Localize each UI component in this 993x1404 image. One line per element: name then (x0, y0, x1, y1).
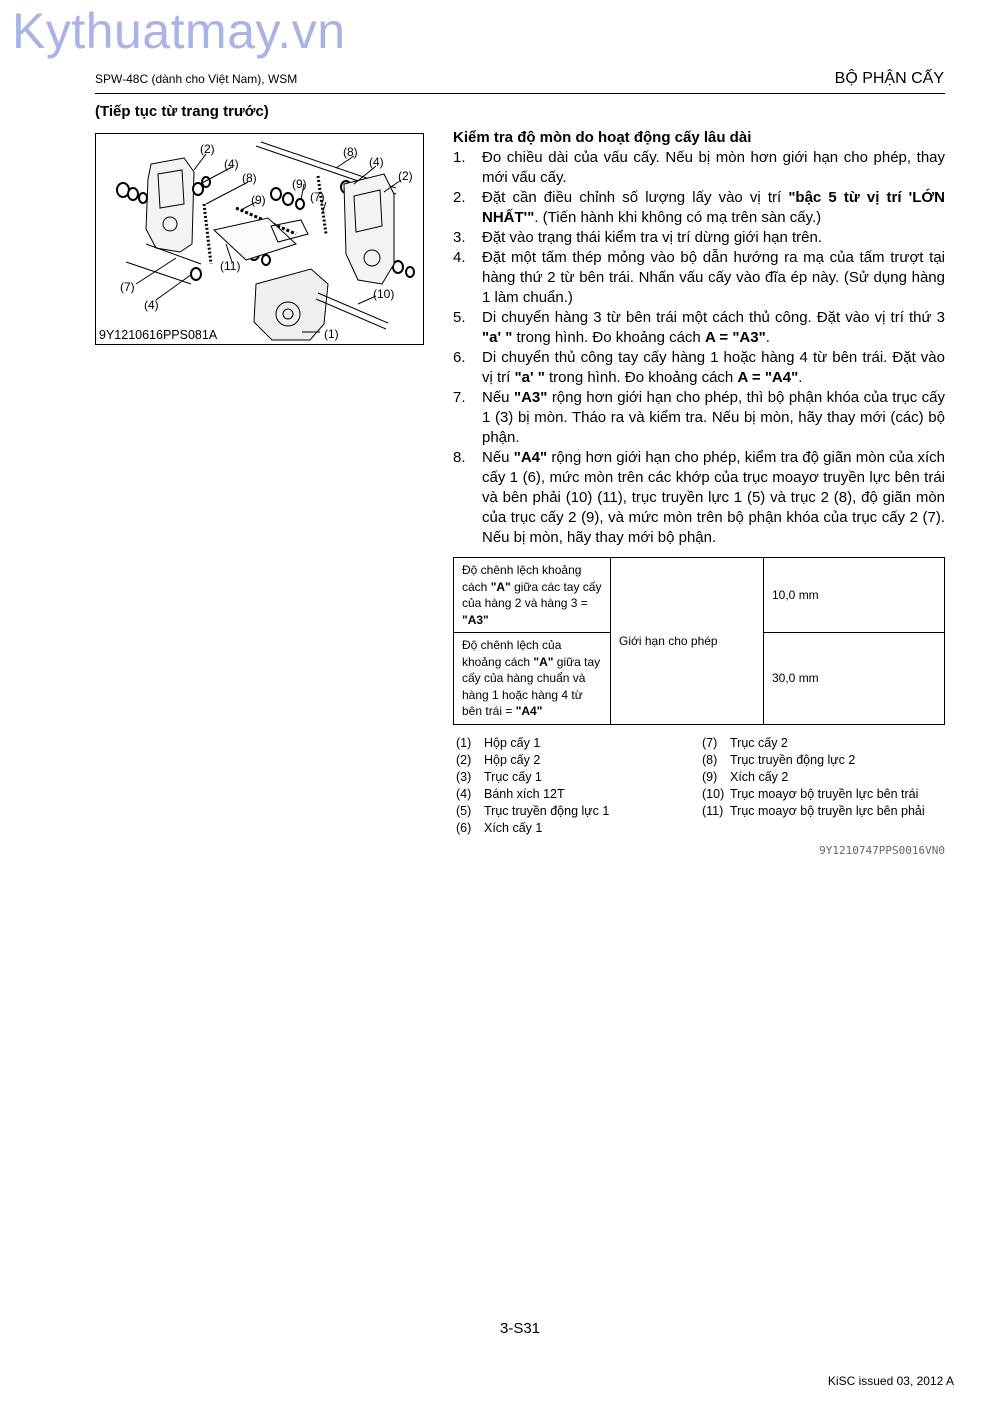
callout-7-right: (7) (310, 190, 325, 204)
callout-9-right: (9) (292, 177, 307, 191)
callout-2-right: (2) (398, 169, 413, 183)
step-number: 3. (453, 229, 466, 246)
legend-key: (11) (702, 803, 724, 818)
legend-value: Trục cấy 2 (730, 735, 788, 750)
legend-value: Hộp cấy 1 (484, 735, 541, 750)
step-text: Di chuyển thủ công tay cấy hàng 1 hoặc hàng 4 từ bên trái. Đặt vào vị trí "a' " trong hình. Đo khoảng cách A = "A4". (482, 349, 945, 386)
step-item (453, 448, 945, 548)
header-manual-title: SPW-48C (dành cho Việt Nam), WSM (95, 72, 298, 86)
legend-item (699, 786, 945, 803)
legend-column-left (453, 735, 699, 837)
legend-item (699, 803, 945, 820)
step-number: 6. (453, 349, 466, 366)
document-code: 9Y1210747PPS0016VN0 (819, 843, 945, 857)
legend-key: (7) (702, 735, 718, 750)
callout-7-left: (7) (120, 280, 135, 294)
steps-list (453, 148, 945, 548)
page-number: 3-S31 (499, 1320, 541, 1337)
legend-key: (4) (456, 786, 472, 801)
legend-column-right (699, 735, 945, 837)
legend-item (699, 735, 945, 752)
header-divider (95, 93, 945, 94)
step-item (453, 148, 945, 188)
legend-key: (5) (456, 803, 472, 818)
legend-key: (3) (456, 769, 472, 784)
callout-4-right: (4) (369, 155, 384, 169)
step-number: 1. (453, 149, 466, 166)
legend-item (699, 769, 945, 786)
legend-item (453, 752, 699, 769)
callout-1: (1) (324, 327, 339, 341)
callout-4-bottom: (4) (144, 298, 159, 312)
step-text: Đặt một tấm thép mỏng vào bộ dẫn hướng ra mạ của tấm trượt tại hàng thứ 2 từ bên trái. Nhấn vấu cấy vào đĩa ép này. (Sử dụng hàng 1 làm chuẩn.) (482, 249, 945, 306)
legend-value: Trục cấy 1 (484, 769, 542, 784)
spec-row2-label: Độ chênh lệch của khoảng cách "A" giữa tay cấy của hàng chuẩn và hàng 1 hoặc hàng 4 từ bên trái = "A4" (454, 633, 611, 725)
legend-key: (8) (702, 752, 718, 767)
step-text: Đo chiều dài của vấu cấy. Nếu bị mòn hơn giới hạn cho phép, thay mới vấu cấy. (482, 149, 945, 186)
step-number: 4. (453, 249, 466, 266)
step-number: 2. (453, 189, 466, 206)
step-text: Đặt cần điều chỉnh số lượng lấy vào vị trí "bậc 5 từ vị trí 'LỚN NHẤT'". (Tiến hành khi không có mạ trên sàn cấy.) (482, 189, 945, 226)
step-item (453, 248, 945, 308)
step-number: 5. (453, 309, 466, 326)
step-number: 8. (453, 449, 466, 466)
legend-key: (9) (702, 769, 718, 784)
callout-10: (10) (373, 287, 395, 301)
inspection-section (453, 128, 945, 857)
legend-item (453, 803, 699, 820)
legend-key: (2) (456, 752, 472, 767)
legend-value: Trục moayơ bộ truyền lực bên trái (730, 786, 919, 801)
spec-table (453, 557, 945, 725)
spec-value-a4: 30,0 mm (764, 633, 945, 725)
figure-code: 9Y1210616PPS081A (99, 328, 218, 342)
legend-key: (1) (456, 735, 472, 750)
header-section-title: BỘ PHẬN CẤY (834, 70, 944, 87)
callout-9-left: (9) (251, 193, 266, 207)
legend-item (453, 769, 699, 786)
section-title: Kiểm tra độ mòn do hoạt động cấy lâu dài (453, 129, 752, 146)
step-item (453, 308, 945, 348)
step-text: Đặt vào trạng thái kiểm tra vị trí dừng giới hạn trên. (482, 229, 823, 246)
parts-legend (453, 735, 945, 837)
legend-value: Trục truyền động lực 2 (730, 752, 856, 767)
continued-note: (Tiếp tục từ trang trước) (95, 103, 269, 120)
exploded-parts-figure (95, 133, 424, 345)
issue-note: KiSC issued 03, 2012 A (827, 1374, 954, 1388)
callout-2-left: (2) (200, 142, 215, 156)
legend-value: Bánh xích 12T (484, 786, 565, 801)
step-text: Nếu "A4" rộng hơn giới hạn cho phép, kiểm tra độ giãn mòn của xích cấy 1 (6), mức mòn trên các khớp của trục moayơ truyền lực bên trái và bên phải (10) (11), trục truyền lực 1 (5) và trục 2 (8), độ giãn mòn của trục cấy 2 (9), và mức mòn trên bộ phận khóa của trục cấy 2 (7). Nếu bị mòn, hãy thay mới bộ phận. (482, 449, 946, 546)
legend-value: Xích cấy 2 (730, 769, 789, 784)
legend-item (453, 735, 699, 752)
spec-row1-label: Độ chênh lệch khoảng cách "A" giữa các tay cấy của hàng 2 và hàng 3 = "A3" (454, 558, 611, 633)
legend-value: Trục truyền động lực 1 (484, 803, 610, 818)
legend-value: Trục moayơ bộ truyền lực bên phải (730, 803, 925, 818)
legend-item (453, 786, 699, 803)
watermark-logo: Kythuatmay.vn (12, 3, 346, 59)
legend-item (699, 752, 945, 769)
callout-4-left: (4) (224, 157, 239, 171)
callout-8-left: (8) (242, 171, 257, 185)
callout-11: (11) (220, 259, 241, 273)
legend-key: (10) (702, 786, 725, 801)
legend-value: Hộp cấy 2 (484, 752, 541, 767)
callout-8-right: (8) (343, 145, 358, 159)
spec-limit-label: Giới hạn cho phép (611, 558, 764, 725)
step-text: Di chuyển hàng 3 từ bên trái một cách thủ công. Đặt vào vị trí thứ 3 "a' " trong hình. Đo khoảng cách A = "A3". (482, 309, 945, 346)
step-number: 7. (453, 389, 466, 406)
legend-key: (6) (456, 820, 472, 835)
step-item (453, 188, 945, 228)
step-item (453, 348, 945, 388)
planting-case-drawing (96, 134, 425, 346)
spec-value-a3: 10,0 mm (764, 558, 945, 633)
step-item (453, 228, 945, 248)
legend-value: Xích cấy 1 (484, 820, 543, 835)
step-text: Nếu "A3" rộng hơn giới hạn cho phép, thì bộ phận khóa của trục cấy 1 (3) bị mòn. Tháo ra và kiểm tra. Nếu bị mòn, hãy thay mới (các) bộ phận. (482, 389, 946, 446)
step-item (453, 388, 945, 448)
legend-item (453, 820, 699, 837)
